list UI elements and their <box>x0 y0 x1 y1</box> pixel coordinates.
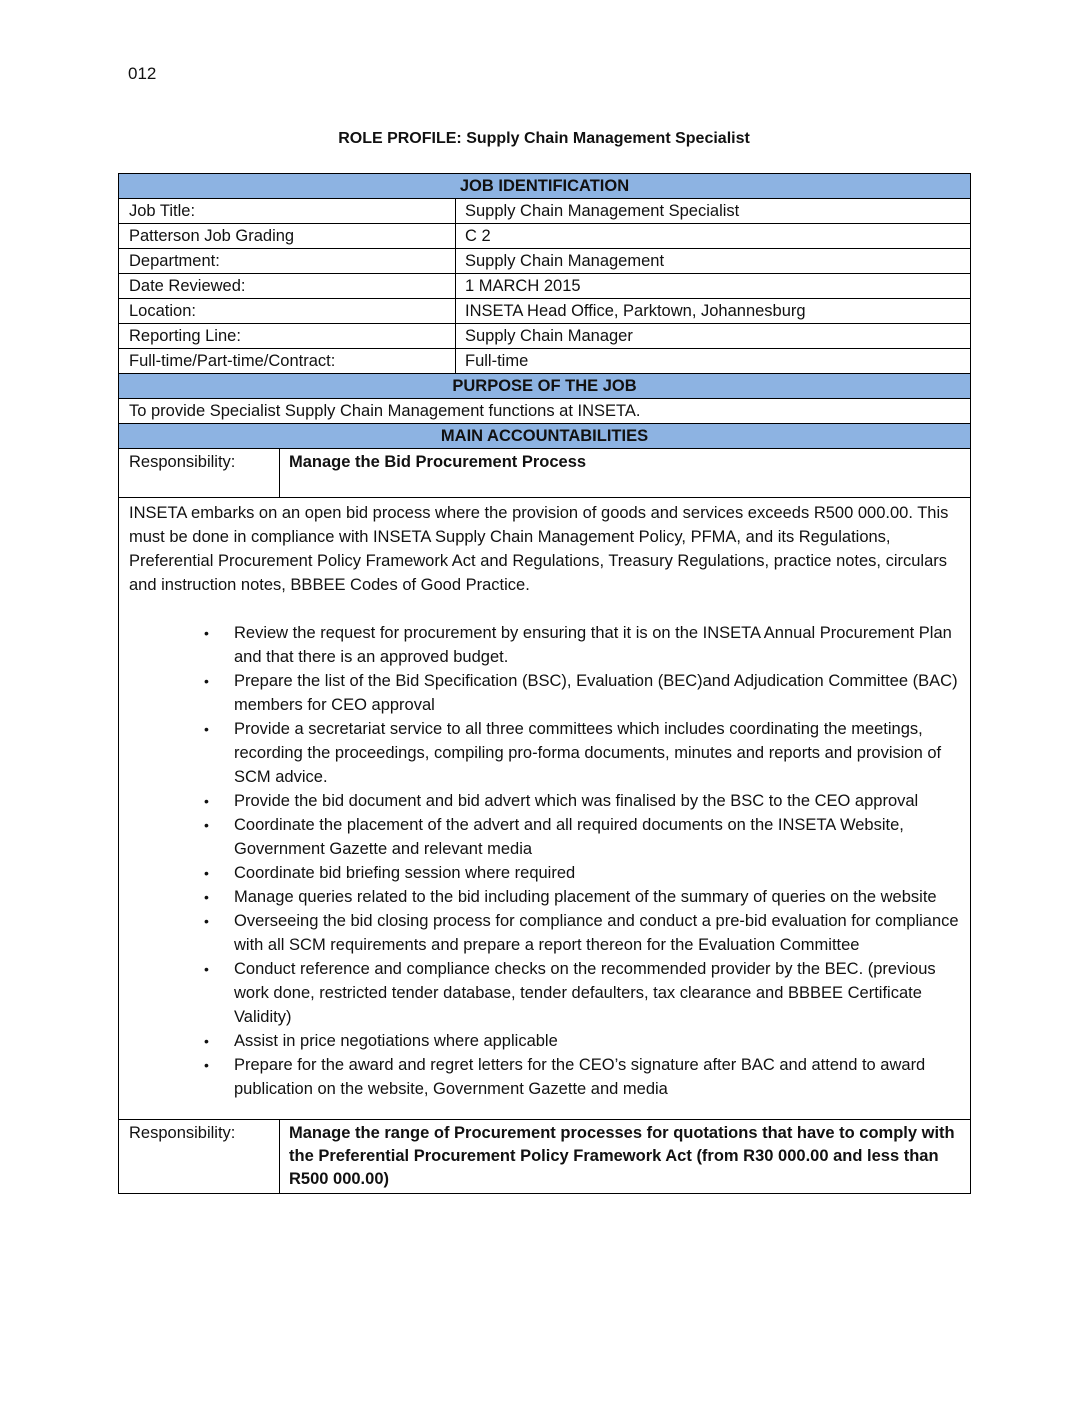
job-field-row <box>119 299 970 324</box>
job-field-label: Department: <box>119 249 456 273</box>
responsibility-row <box>119 1120 970 1193</box>
bullet-icon: • <box>204 673 209 689</box>
bullet-icon: • <box>204 1057 209 1073</box>
bullet-icon: • <box>204 865 209 881</box>
bullet-icon: • <box>204 793 209 809</box>
page-title: ROLE PROFILE: Supply Chain Management Specialist <box>338 130 750 147</box>
document-code: 012 <box>128 64 157 83</box>
role-profile-table <box>118 173 971 1194</box>
list-item: • Provide the bid document and bid advert which was finalised by the BSC to the CEO approval <box>234 789 960 813</box>
job-field-row <box>119 324 970 349</box>
job-field-row <box>119 199 970 224</box>
job-field-label: Patterson Job Grading <box>119 224 456 248</box>
list-item: • Review the request for procurement by ensuring that it is on the INSETA Annual Procurement Plan and that there is an approved budget. <box>234 621 960 669</box>
list-item: • Prepare the list of the Bid Specification (BSC), Evaluation (BEC)and Adjudication Committee (BAC) members for CEO approval <box>234 669 960 717</box>
job-field-value: 1 MARCH 2015 <box>465 276 581 295</box>
job-field-value: Full-time <box>465 351 529 370</box>
bullet-icon: • <box>204 961 209 977</box>
responsibility-title: Manage the Bid Procurement Process <box>289 453 587 471</box>
list-item: • Provide a secretariat service to all three committees which includes coordinating the meetings, recording the proceedings, compiling pro-forma documents, minutes and reports and provision of SCM advice. <box>234 717 960 789</box>
bullet-icon: • <box>204 1033 209 1049</box>
bullet-icon: • <box>204 721 209 737</box>
responsibility-label: Responsibility: <box>119 449 280 497</box>
task-list <box>129 621 960 1101</box>
list-item: • Overseeing the bid closing process for compliance and conduct a pre-bid evaluation for compliance with all SCM requirements and prepare a report thereon for the Evaluation Committee <box>234 909 960 957</box>
responsibility-label: Responsibility: <box>119 1120 280 1193</box>
job-field-label: Reporting Line: <box>119 324 456 348</box>
responsibility-details <box>119 498 970 1120</box>
bullet-icon: • <box>204 889 209 905</box>
section-header-job-identification: JOB IDENTIFICATION <box>119 174 970 199</box>
job-field-row <box>119 274 970 299</box>
job-field-row <box>119 249 970 274</box>
job-field-label: Job Title: <box>119 199 456 223</box>
bullet-icon: • <box>204 913 209 929</box>
job-field-value: C 2 <box>465 226 491 245</box>
purpose-text: To provide Specialist Supply Chain Management functions at INSETA. <box>119 399 970 424</box>
job-field-label: Location: <box>119 299 456 323</box>
job-field-value: INSETA Head Office, Parktown, Johannesburg <box>465 301 806 320</box>
job-field-row <box>119 224 970 249</box>
section-header-accountabilities: MAIN ACCOUNTABILITIES <box>119 424 970 449</box>
bullet-icon: • <box>204 817 209 833</box>
responsibility-title: Manage the range of Procurement processes for quotations that have to comply with the Preferential Procurement Policy Framework Act (from R30 000.00 and less than R500 000.00) <box>289 1124 955 1188</box>
responsibility-intro: INSETA embarks on an open bid process where the provision of goods and services exceeds R500 000.00. This must be done in compliance with INSETA Supply Chain Management Policy, PFMA, and its Regulations, Preferential Procurement Policy Framework Act and Regulations, Treasury Regulations, practice notes, circulars and instruction notes, BBBEE Codes of Good Practice. <box>129 504 949 594</box>
job-field-row <box>119 349 970 374</box>
job-field-value: Supply Chain Manager <box>465 326 633 345</box>
list-item: • Prepare for the award and regret letters for the CEO’s signature after BAC and attend to award publication on the website, Government Gazette and media <box>234 1053 960 1101</box>
list-item: • Coordinate bid briefing session where required <box>234 861 960 885</box>
job-field-label: Full-time/Part-time/Contract: <box>119 349 456 373</box>
list-item: • Manage queries related to the bid including placement of the summary of queries on the website <box>234 885 960 909</box>
section-header-purpose: PURPOSE OF THE JOB <box>119 374 970 399</box>
list-item: • Conduct reference and compliance checks on the recommended provider by the BEC. (previous work done, restricted tender database, tender defaulters, tax clearance and BBBEE Certificate Validity) <box>234 957 960 1029</box>
list-item: • Coordinate the placement of the advert and all required documents on the INSETA Website, Government Gazette and relevant media <box>234 813 960 861</box>
bullet-icon: • <box>204 625 209 641</box>
list-item: • Assist in price negotiations where applicable <box>234 1029 960 1053</box>
job-field-value: Supply Chain Management <box>465 251 665 270</box>
job-field-value: Supply Chain Management Specialist <box>465 201 740 220</box>
responsibility-row <box>119 449 970 498</box>
job-field-label: Date Reviewed: <box>119 274 456 298</box>
